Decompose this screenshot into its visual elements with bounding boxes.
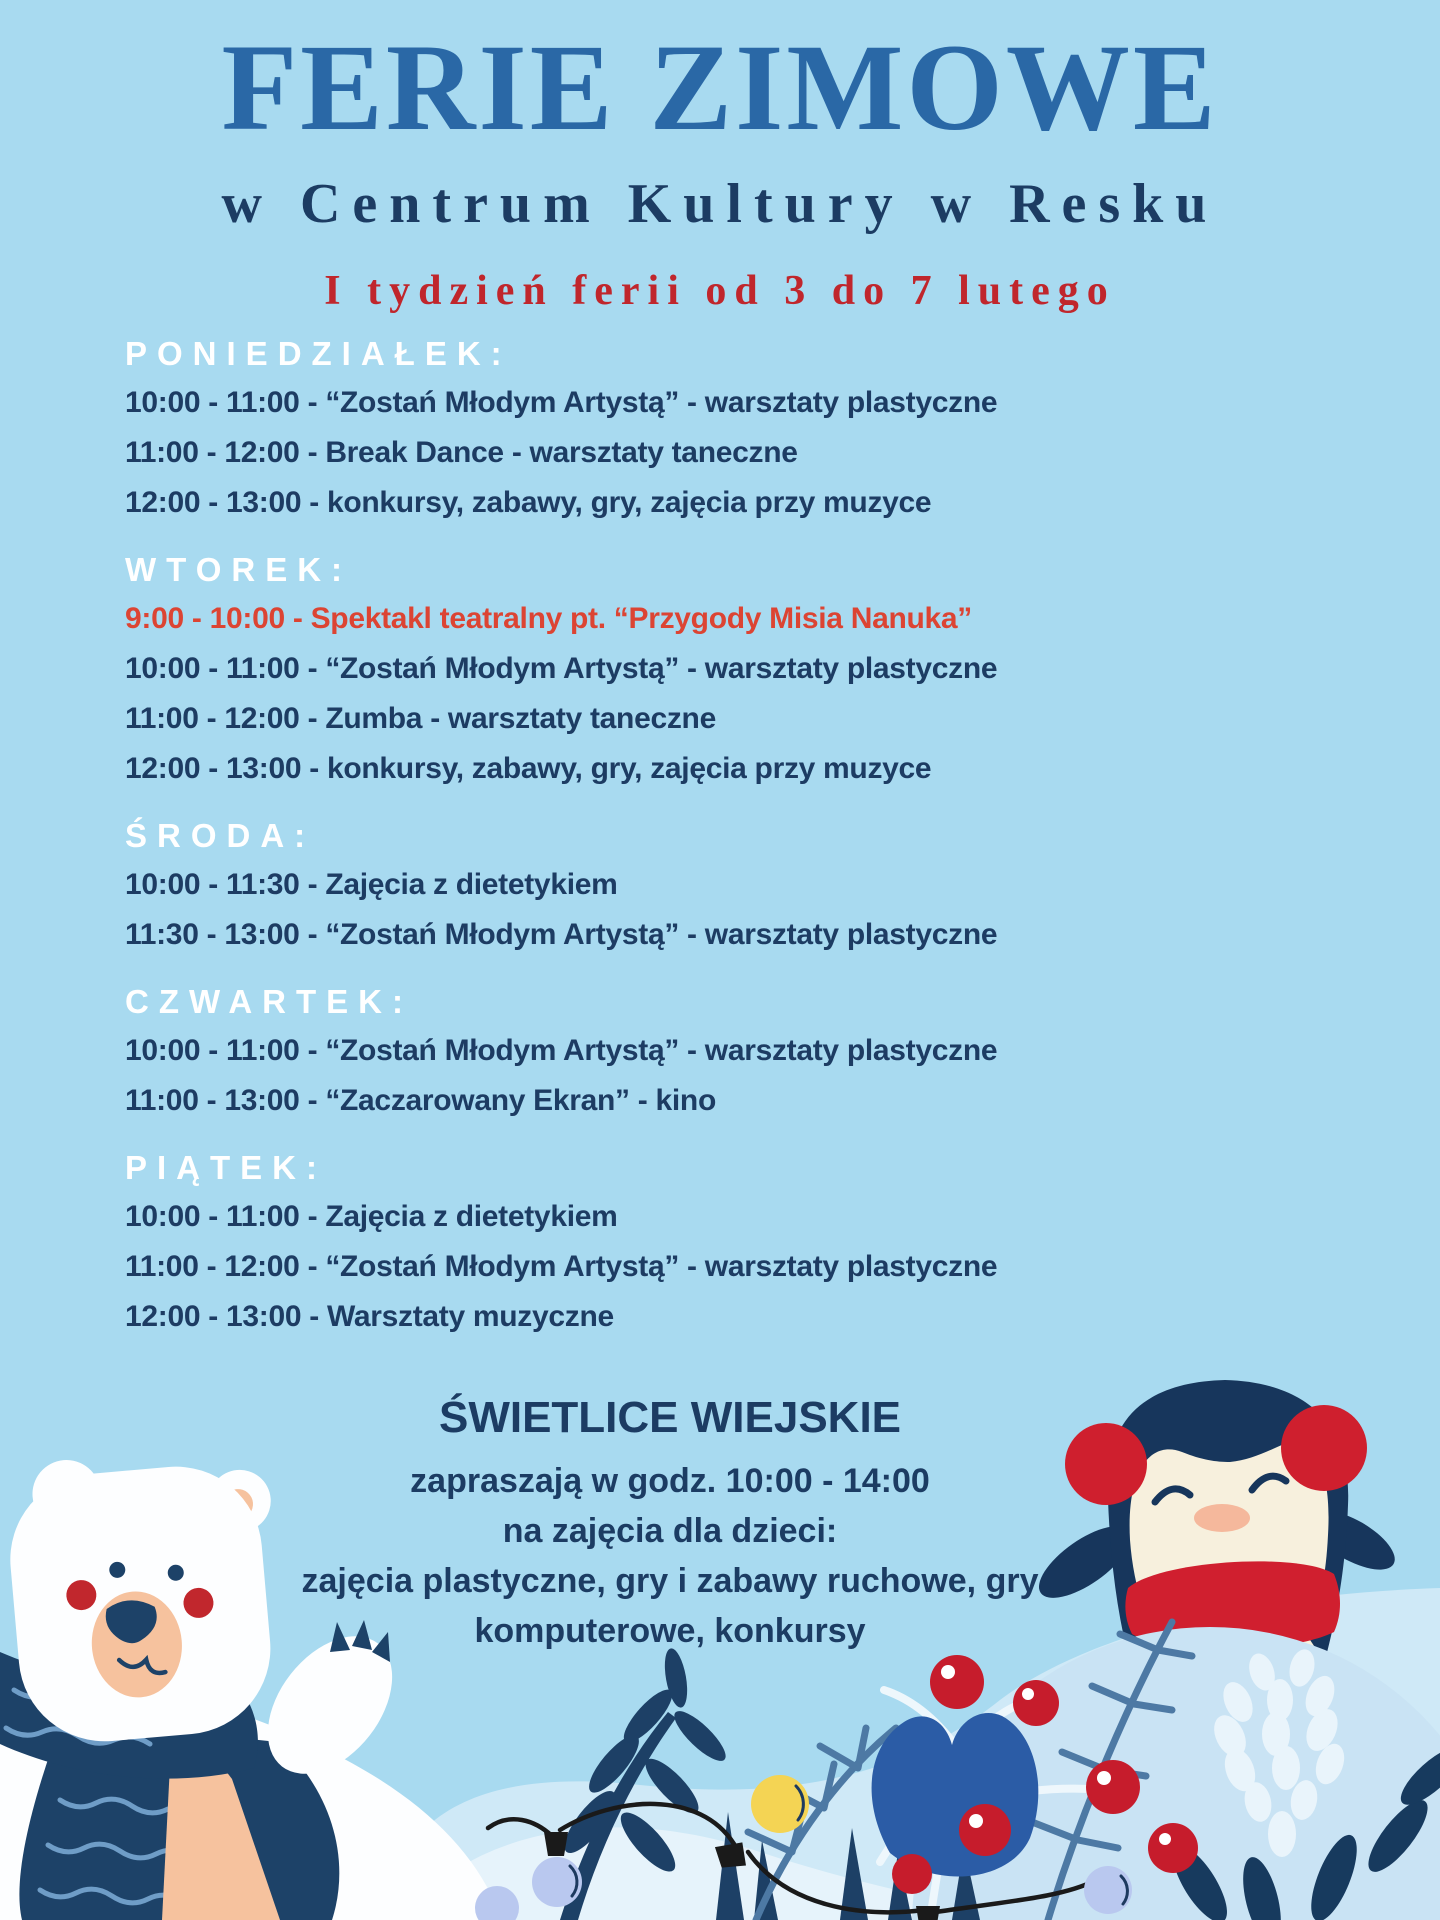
schedule-item: 11:00 - 12:00 - Break Dance - warsztaty taneczne (125, 436, 798, 469)
footer-block (0, 1393, 1340, 1656)
day-header: CZWARTEK: (125, 983, 413, 1020)
footer-line: zapraszają w godz. 10:00 - 14:00 (410, 1462, 930, 1500)
footer-line: komputerowe, konkursy (474, 1612, 866, 1650)
poster-subtitle: w Centrum Kultury w Resku (221, 173, 1219, 235)
light-bulb-periwinkle-1 (532, 1857, 582, 1907)
day-section (125, 552, 1440, 794)
schedule-item: 11:00 - 12:00 - Zumba - warsztaty taneczne (125, 702, 716, 735)
poster-header (0, 0, 1440, 312)
schedule-item: 11:00 - 13:00 - “Zaczarowany Ekran” - kino (125, 1084, 716, 1117)
schedule-item: 10:00 - 11:00 - Zajęcia z dietetykiem (125, 1200, 618, 1233)
schedule-item: 11:30 - 13:00 - “Zostań Młodym Artystą” - warsztaty plastyczne (125, 918, 998, 951)
day-header: PONIEDZIAŁEK: (125, 335, 512, 372)
royal-blue-leaf (872, 1713, 1039, 1877)
day-header: PIĄTEK: (125, 1149, 327, 1186)
day-section (125, 818, 1440, 960)
schedule-item: 12:00 - 13:00 - konkursy, zabawy, gry, zajęcia przy muzyce (125, 486, 932, 519)
day-section (125, 1150, 1440, 1342)
schedule-item: 12:00 - 13:00 - Warsztaty muzyczne (125, 1300, 614, 1333)
footer-lines (0, 1456, 1340, 1656)
schedule (125, 336, 1440, 1342)
schedule-item: 12:00 - 13:00 - konkursy, zabawy, gry, zajęcia przy muzyce (125, 752, 932, 785)
footer-line: na zajęcia dla dzieci: (502, 1512, 838, 1550)
schedule-item: 10:00 - 11:00 - “Zostań Młodym Artystą” - warsztaty plastyczne (125, 652, 998, 685)
day-header: WTOREK: (125, 551, 353, 588)
schedule-item: 10:00 - 11:00 - “Zostań Młodym Artystą” - warsztaty plastyczne (125, 386, 998, 419)
schedule-item: 10:00 - 11:30 - Zajęcia z dietetykiem (125, 868, 618, 901)
footer-line: zajęcia plastyczne, gry i zabawy ruchowe, gry (301, 1562, 1039, 1600)
day-section (125, 336, 1440, 528)
schedule-item: 10:00 - 11:00 - “Zostań Młodym Artystą” - warsztaty plastyczne (125, 1034, 998, 1067)
light-bulb-yellow (751, 1775, 809, 1833)
schedule-item: 9:00 - 10:00 - Spektakl teatralny pt. “Przygody Misia Nanuka” (125, 602, 972, 635)
day-section (125, 984, 1440, 1126)
week-label: I tydzień ferii od 3 do 7 lutego (324, 268, 1116, 314)
page-title: FERIE ZIMOWE (221, 19, 1219, 156)
footer-heading: ŚWIETLICE WIEJSKIE (438, 1393, 902, 1442)
light-bulb-periwinkle-2 (1084, 1866, 1132, 1914)
schedule-item: 11:00 - 12:00 - “Zostań Młodym Artystą” - warsztaty plastyczne (125, 1250, 998, 1283)
day-header: ŚRODA: (125, 817, 316, 854)
